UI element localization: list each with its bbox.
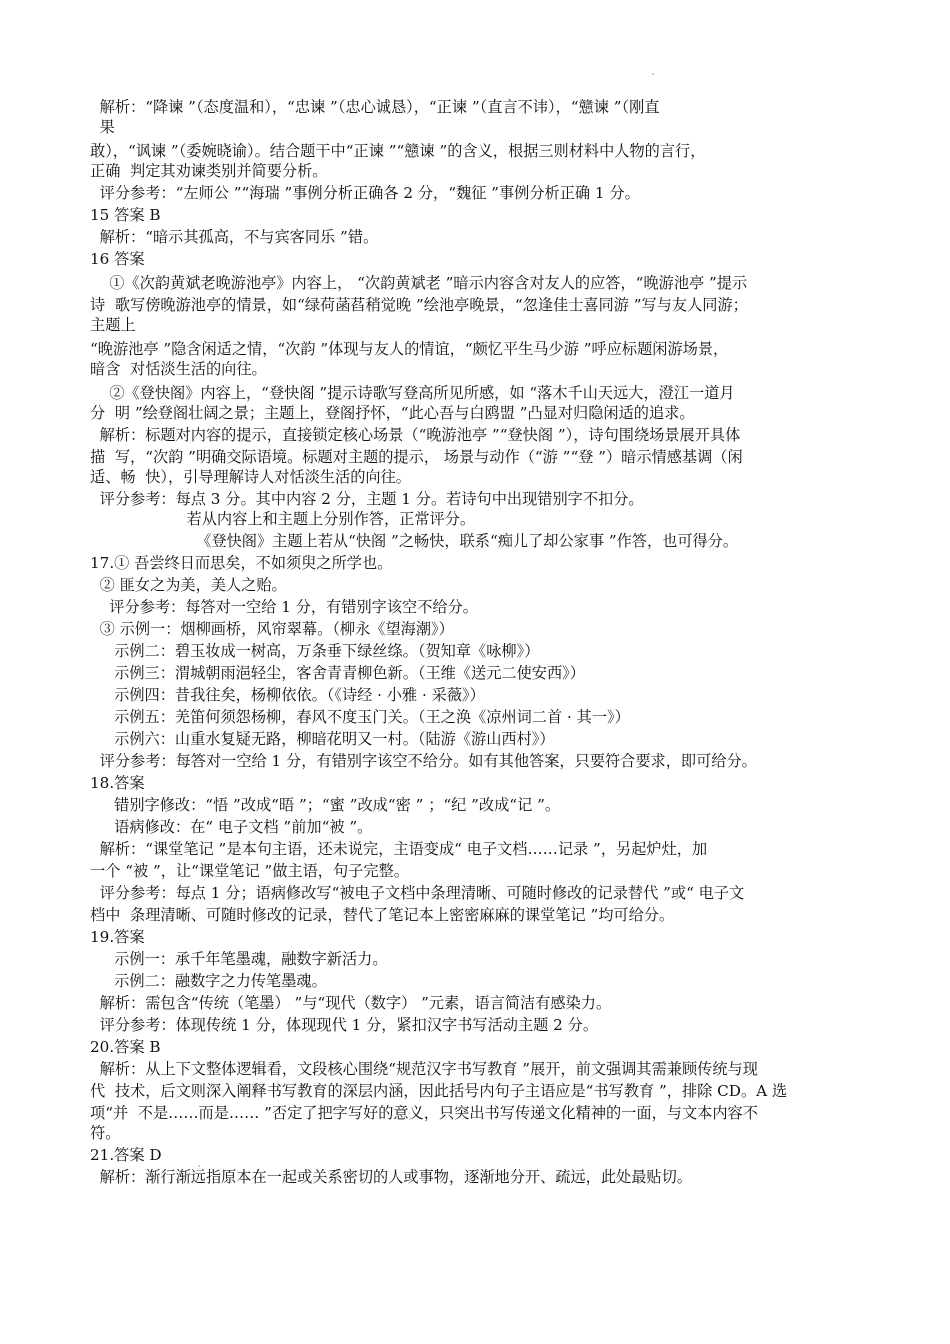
text-line: ②《登快阁》内容上，“登快阁 ”提示诗歌写登高所见所感，如 “落木千山天远大，澄江一道月 [90, 384, 735, 402]
text-line: 解析：标题对内容的提示，直接锁定核心场景（“晚游池亭 ”“登快阁 ”），诗句围绕场景展开具体 [90, 426, 741, 444]
text-line: 示例六：山重水复疑无路，柳暗花明又一村。（陆游《游山西村》） [90, 730, 555, 748]
text-line: 诗 歌写傍晚游池亭的情景，如“绿荷菡萏稍觉晚 ”绘池亭晚景，“忽逢佳士喜同游 ”写与友人同游； [90, 296, 748, 314]
text-line: 评分参考：“左师公 ”“海瑞 ”事例分析正确各 2 分，“魏征 ”事例分析正确 1 分。 [90, 184, 640, 202]
text-line: 20.答案 B [90, 1038, 161, 1056]
text-line: 示例一：承千年笔墨魂，融数字新活力。 [90, 950, 388, 968]
text-line: 正确 判定其劝谏类别并简要分析。 [90, 162, 328, 180]
text-line: 示例二：融数字之力传笔墨魂。 [90, 972, 327, 990]
text-line: 果 [90, 118, 115, 136]
text-line: 一个 “被 ”，让“课堂笔记 ”做主语，句子完整。 [90, 862, 409, 880]
text-line: ② 匪女之为美，美人之贻。 [90, 576, 287, 594]
text-line: 《登快阁》主题上若从“快阁 ”之畅快，联系“痴儿了却公家事 ”作答，也可得分。 [90, 532, 739, 550]
text-line: 17.① 吾尝终日而思矣，不如须臾之所学也。 [90, 554, 393, 572]
text-line: 语病修改：在“ 电子文档 ”前加“被 ”。 [90, 818, 373, 836]
scan-speck [652, 73, 654, 75]
text-line: 解析：需包含“传统（笔墨） ”与“现代（数字） ”元素，语言简洁有感染力。 [90, 994, 612, 1012]
text-line: 若从内容上和主题上分别作答，正常评分。 [90, 510, 476, 528]
text-line: 评分参考：每答对一空给 1 分，有错别字该空不给分。 [90, 598, 478, 616]
text-line: 示例四：昔我往矣，杨柳依依。（《诗经 · 小雅 · 采薇》） [90, 686, 485, 704]
text-line: 代 技术，后文则深入阐释书写教育的深层内涵，因此括号内句子主语应是“书写教育 ”，排除 CD。A 选 [90, 1082, 788, 1100]
text-line: 暗含 对恬淡生活的向往。 [90, 360, 267, 378]
text-line: 18.答案 [90, 774, 145, 792]
text-line: 评分参考：每点 3 分。其中内容 2 分，主题 1 分。若诗句中出现错别字不扣分。 [90, 490, 644, 508]
text-line: 主题上 [90, 316, 136, 334]
text-line: 解析：“课堂笔记 ”是本句主语，还未说完，主语变成“ 电子文档……记录 ”，另起炉灶，加 [90, 840, 708, 858]
text-line: 21.答案 D [90, 1146, 162, 1164]
text-line: 示例二：碧玉妆成一树高，万条垂下绿丝绦。（贺知章《咏柳》） [90, 642, 540, 660]
text-line: 描 写，“次韵 ”明确交际语境。标题对主题的提示， 场景与动作（“游 ”“登 ”）暗示情感基调（闲 [90, 448, 743, 466]
text-line: 示例五：羌笛何须怨杨柳，春风不度玉门关。（王之涣《凉州词二首 · 其一》） [90, 708, 630, 726]
text-line: 分 明 ”绘登阁壮阔之景；主题上，登阁抒怀，“此心吾与白鸥盟 ”凸显对归隐闲适的追求。 [90, 404, 695, 422]
text-line: 解析：渐行渐远指原本在一起或关系密切的人或事物，逐渐地分开、疏远，此处最贴切。 [90, 1168, 692, 1186]
text-line: 解析：“暗示其孤高，不与宾客同乐 ”错。 [90, 228, 379, 246]
text-line: ①《次韵黄斌老晚游池亭》内容上， “次韵黄斌老 ”暗示内容含对友人的应答，“晚游池亭 ”提示 [90, 274, 748, 292]
text-line: 评分参考：体现传统 1 分，体现现代 1 分，紧扣汉字书写活动主题 2 分。 [90, 1016, 599, 1034]
text-line: 19.答案 [90, 928, 145, 946]
text-line: 档中 条理清晰、可随时修改的记录，替代了笔记本上密密麻麻的课堂笔记 ”均可给分。 [90, 906, 675, 924]
text-line: ③ 示例一：烟柳画桥，风帘翠幕。（柳永《望海潮》） [90, 620, 454, 638]
text-line: 项“并 不是……而是…… ”否定了把字写好的意义，只突出书写传递文化精神的一面，与文本内容不 [90, 1104, 758, 1122]
text-line: 解析：从上下文整体逻辑看，文段核心围绕“规范汉字书写教育 ”展开，前文强调其需兼顾传统与现 [90, 1060, 758, 1078]
text-line: 适、畅 快），引导理解诗人对恬淡生活的向往。 [90, 468, 411, 486]
text-line: 15 答案 B [90, 206, 161, 224]
text-line: 16 答案 [90, 250, 145, 268]
text-line: “晚游池亭 ”隐含闲适之情，“次韵 ”体现与友人的情谊，“颇忆平生马少游 ”呼应标题闲游场景， [90, 340, 729, 358]
text-line: 错别字修改：“悟 ”改成“晤 ”；“蜜 ”改成“密 ” ；“纪 ”改成“记 ”。 [90, 796, 561, 814]
text-line: 符。 [90, 1124, 121, 1142]
text-line: 敢），“讽谏 ”（委婉晓谕）。结合题干中“正谏 ”“戆谏 ”的含义，根据三则材料中人物的言行， [90, 142, 706, 160]
text-line: 示例三：渭城朝雨浥轻尘，客舍青青柳色新。（王维《送元二使安西》） [90, 664, 585, 682]
text-line: 评分参考：每答对一空给 1 分，有错别字该空不给分。如有其他答案，只要符合要求，即可给分。 [90, 752, 757, 770]
text-line: 评分参考：每点 1 分；语病修改写“被电子文档中条理清晰、可随时修改的记录替代 ”或“ 电子文 [90, 884, 745, 902]
text-line: 解析：“降谏 ”（态度温和），“忠谏 ”（忠心诚恳），“正谏 ”（直言不讳），“戆谏 ”（刚直 [90, 98, 660, 116]
